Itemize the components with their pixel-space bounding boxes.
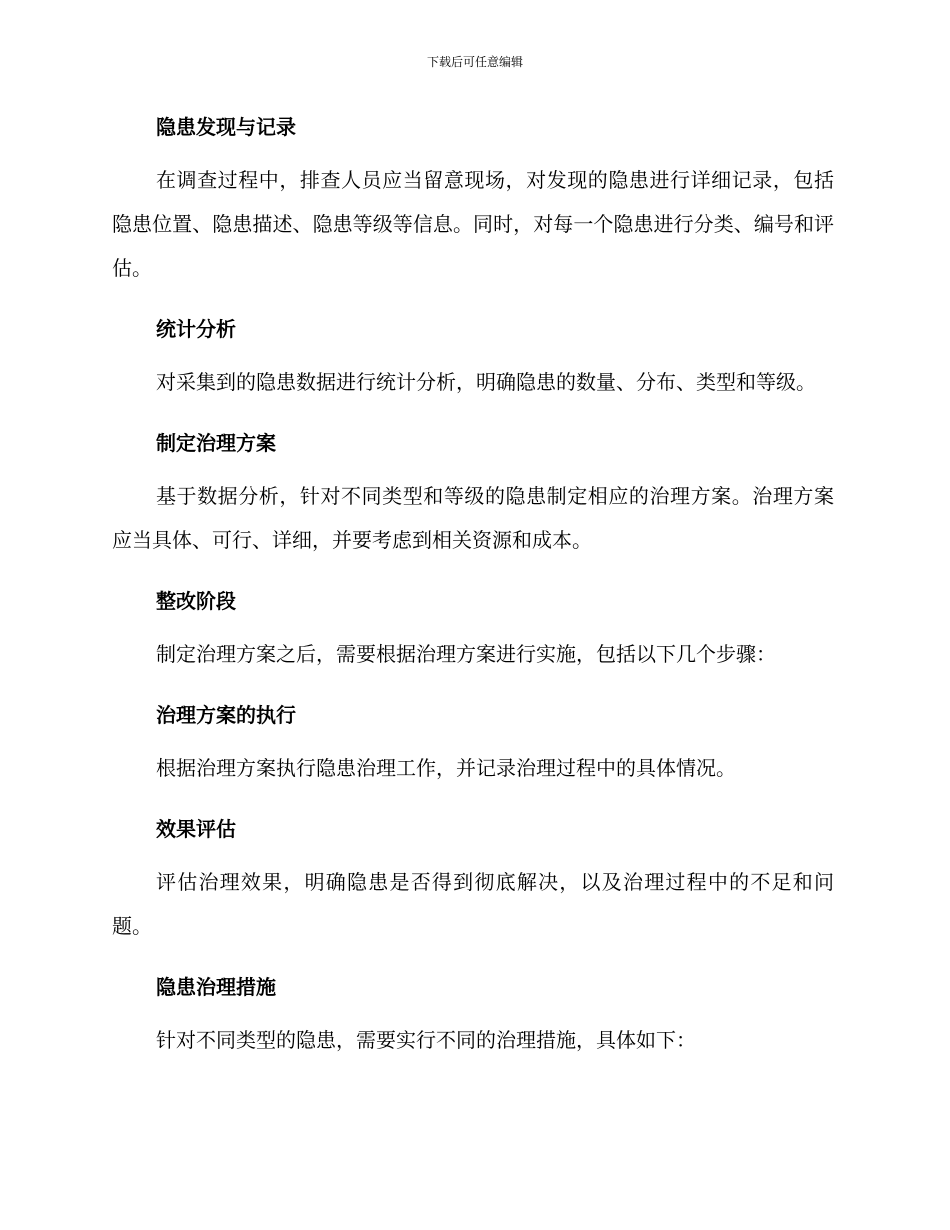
section-heading-execution: 治理方案的执行: [156, 703, 296, 727]
section-heading-rectification: 整改阶段: [156, 589, 236, 613]
section-paragraph-rectification: 制定治理方案之后，需要根据治理方案进行实施，包括以下几个步骤：: [156, 642, 776, 666]
section-heading-evaluation: 效果评估: [156, 817, 236, 841]
section-heading-measures: 隐患治理措施: [156, 975, 276, 999]
section-paragraph-plan: 基于数据分析，针对不同类型和等级的隐患制定相应的治理方案。治理方案应当具体、可行、详细，并要考虑到相关资源和成本。: [112, 484, 834, 552]
section-paragraph-statistics: 对采集到的隐患数据进行统计分析，明确隐患的数量、分布、类型和等级。: [156, 370, 816, 394]
section-paragraph-discovery: 在调查过程中，排查人员应当留意现场，对发现的隐患进行详细记录，包括隐患位置、隐患描述、隐患等级等信息。同时，对每一个隐患进行分类、编号和评估。: [112, 168, 834, 280]
section-heading-plan: 制定治理方案: [156, 431, 276, 455]
header-note: 下载后可任意编辑: [426, 55, 523, 69]
section-heading-discovery: 隐患发现与记录: [156, 115, 296, 139]
section-heading-statistics: 统计分析: [156, 317, 236, 341]
section-paragraph-execution: 根据治理方案执行隐患治理工作，并记录治理过程中的具体情况。: [156, 756, 736, 780]
section-paragraph-evaluation: 评估治理效果，明确隐患是否得到彻底解决，以及治理过程中的不足和问题。: [112, 870, 834, 938]
document-body: [112, 112, 834, 1062]
section-paragraph-measures: 针对不同类型的隐患，需要实行不同的治理措施，具体如下：: [156, 1028, 696, 1052]
